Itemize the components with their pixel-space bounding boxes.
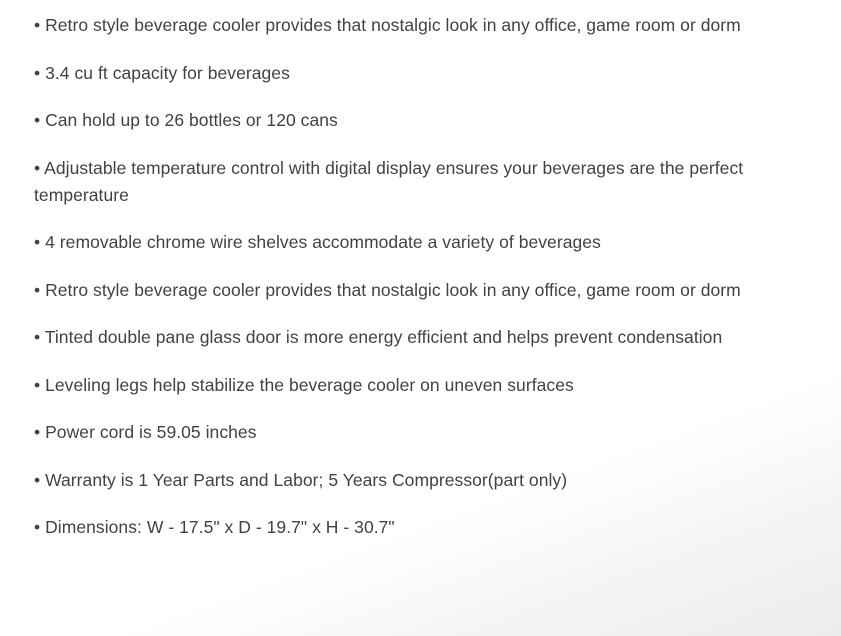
feature-leveling-legs: • Leveling legs help stabilize the beverage cooler on uneven surfaces bbox=[34, 374, 574, 395]
feature-shelves: • 4 removable chrome wire shelves accommodate a variety of beverages bbox=[34, 232, 601, 252]
feature-retro-style: • Retro style beverage cooler provides that nostalgic look in any office, game room or dorm bbox=[34, 15, 741, 35]
feature-list bbox=[34, 12, 754, 541]
feature-glass-door: • Tinted double pane glass door is more energy efficient and helps prevent condensation bbox=[34, 327, 723, 347]
feature-temperature-control: • Adjustable temperature control with digital display ensures your beverages are the perfect temperature bbox=[34, 157, 744, 205]
feature-power-cord: • Power cord is 59.05 inches bbox=[34, 422, 257, 442]
feature-warranty: • Warranty is 1 Year Parts and Labor; 5 Years Compressor(part only) bbox=[34, 469, 568, 490]
feature-bottle-can-count: • Can hold up to 26 bottles or 120 cans bbox=[34, 110, 338, 130]
feature-capacity: • 3.4 cu ft capacity for beverages bbox=[34, 62, 290, 83]
feature-dimensions: • Dimensions: W - 17.5" x D - 19.7" x H - 30.7" bbox=[34, 517, 395, 537]
feature-retro-style-repeat: • Retro style beverage cooler provides that nostalgic look in any office, game room or dorm bbox=[34, 279, 741, 300]
